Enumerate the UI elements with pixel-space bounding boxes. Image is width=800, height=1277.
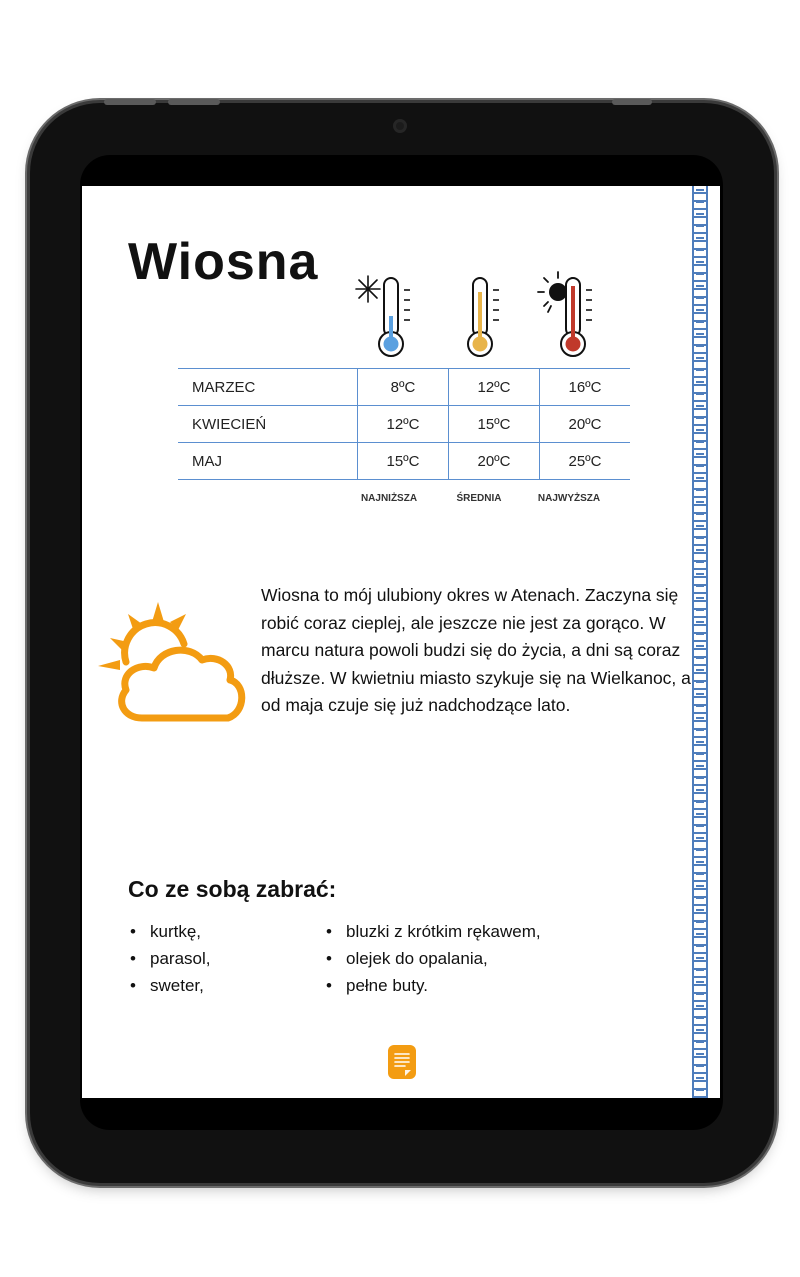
month-cell: KWIECIEŃ (178, 406, 358, 443)
sun-behind-cloud-icon (98, 600, 248, 728)
high-temp-cell: 20ºC (540, 406, 631, 443)
volume-button-2 (168, 99, 220, 105)
notes-page-icon (387, 1044, 417, 1080)
high-temp-cell: 16ºC (540, 369, 631, 406)
hot-thermometer-icon (536, 268, 606, 360)
table-row (178, 406, 630, 443)
front-camera (393, 119, 407, 133)
list-item: • kurtkę, (130, 918, 210, 945)
mild-thermometer-icon (445, 268, 515, 360)
month-cell: MARZEC (178, 369, 358, 406)
list-item: • parasol, (130, 945, 210, 972)
avg-temp-cell: 12ºC (449, 369, 540, 406)
low-temp-cell: 15ºC (358, 443, 449, 480)
month-cell: MAJ (178, 443, 358, 480)
list-item: • bluzki z krótkim rękawem, (326, 918, 541, 945)
list-item: • olejek do opalania, (326, 945, 541, 972)
column-label-highest: NAJWYŻSZA (537, 493, 601, 504)
list-item: • sweter, (130, 972, 210, 999)
column-label-average: ŚREDNIA (456, 493, 502, 504)
packing-title: Co ze sobą zabrać: (128, 876, 337, 902)
packing-list-right (326, 918, 541, 999)
avg-temp-cell: 20ºC (449, 443, 540, 480)
power-button (612, 99, 652, 105)
avg-temp-cell: 15ºC (449, 406, 540, 443)
season-description: Wiosna to mój ulubiony okres w Atenach. Zaczyna się robić coraz cieplej, ale jeszcze nie jest za gorąco. W marcu natura powoli budzi się do życia, a dni są coraz dłuższe. W kwietniu miasto szykuje się na Wielkanoc, a od maja czuje się już nadchodzące lato. (261, 585, 691, 715)
high-temp-cell: 25ºC (540, 443, 631, 480)
low-temp-cell: 12ºC (358, 406, 449, 443)
page-title: Wiosna (128, 233, 319, 291)
cold-thermometer-icon (350, 268, 420, 360)
greek-key-border (692, 186, 708, 1098)
temperature-table (178, 368, 630, 480)
column-label-lowest: NAJNIŻSZA (360, 493, 418, 504)
table-row (178, 443, 630, 480)
table-row (178, 369, 630, 406)
list-item: • pełne buty. (326, 972, 541, 999)
volume-button (104, 99, 156, 105)
low-temp-cell: 8ºC (358, 369, 449, 406)
packing-list-left (130, 918, 210, 999)
